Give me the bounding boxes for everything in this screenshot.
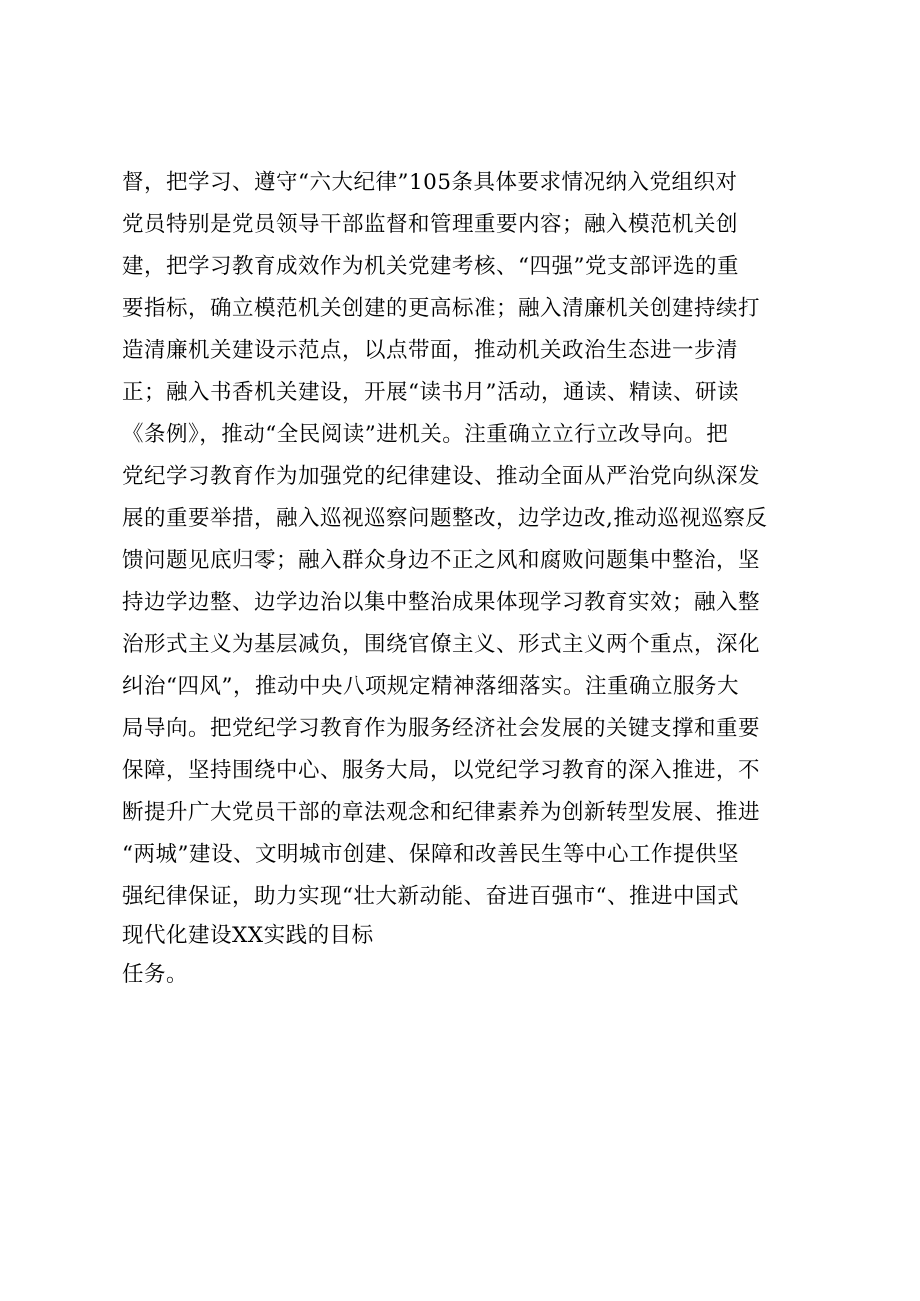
text-line: 任务。 [122, 962, 189, 987]
text-line: 要指标，确立模范机关创建的更高标准；融入清廉机关创建持续打 [122, 296, 761, 321]
text-line: “两城”建设、文明城市创建、保障和改善民生等中心工作提供坚 [122, 842, 739, 867]
text-line: 纠治“四风”，推动中央八项规定精神落细落实。注重确立服务大 [122, 674, 739, 699]
text-line: 保障，坚持围绕中心、服务大局，以党纪学习教育的深入推进，不 [122, 758, 761, 783]
text-line: 现代化建设XX实践的目标 [122, 923, 374, 948]
text-line: 断提升广大党员干部的章法观念和纪律素养为创新转型发展、推进 [122, 800, 761, 825]
text-line: 治形式主义为基层减负，围绕官僚主义、形式主义两个重点，深化 [122, 632, 761, 657]
text-line: 展的重要举措，融入巡视巡察问题整改，边学边改,推动巡视巡察反 [122, 506, 768, 531]
text-line: 党员特别是党员领导干部监督和管理重要内容；融入模范机关创 [122, 212, 739, 237]
text-line: 党纪学习教育作为加强党的纪律建设、推动全面从严治党向纵深发 [122, 464, 761, 489]
text-line: 造清廉机关建设示范点，以点带面，推动机关政治生态进一步清 [122, 338, 739, 363]
text-line: 强纪律保证，助力实现“壮大新动能、奋进百强市“、推进中国式 [122, 884, 739, 909]
body-paragraph [122, 162, 812, 996]
text-line: 《条例》，推动“全民阅读”进机关。注重确立立行立改导向。把 [122, 422, 729, 447]
text-line: 正；融入书香机关建设，开展“读书月”活动，通读、精读、研读 [122, 380, 739, 405]
text-line: 局导向。把党纪学习教育作为服务经济社会发展的关键支撑和重要 [122, 716, 761, 741]
text-line: 督，把学习、遵守“六大纪律”105条具体要求情况纳入党组织对 [122, 170, 738, 195]
text-line: 建，把学习教育成效作为机关党建考核、“四强”党支部评选的重 [122, 254, 739, 279]
text-line: 馈问题见底归零；融入群众身边不正之风和腐败问题集中整治，坚 [122, 548, 761, 573]
text-line: 持边学边整、边学边治以集中整治成果体现学习教育实效；融入整 [122, 590, 761, 615]
